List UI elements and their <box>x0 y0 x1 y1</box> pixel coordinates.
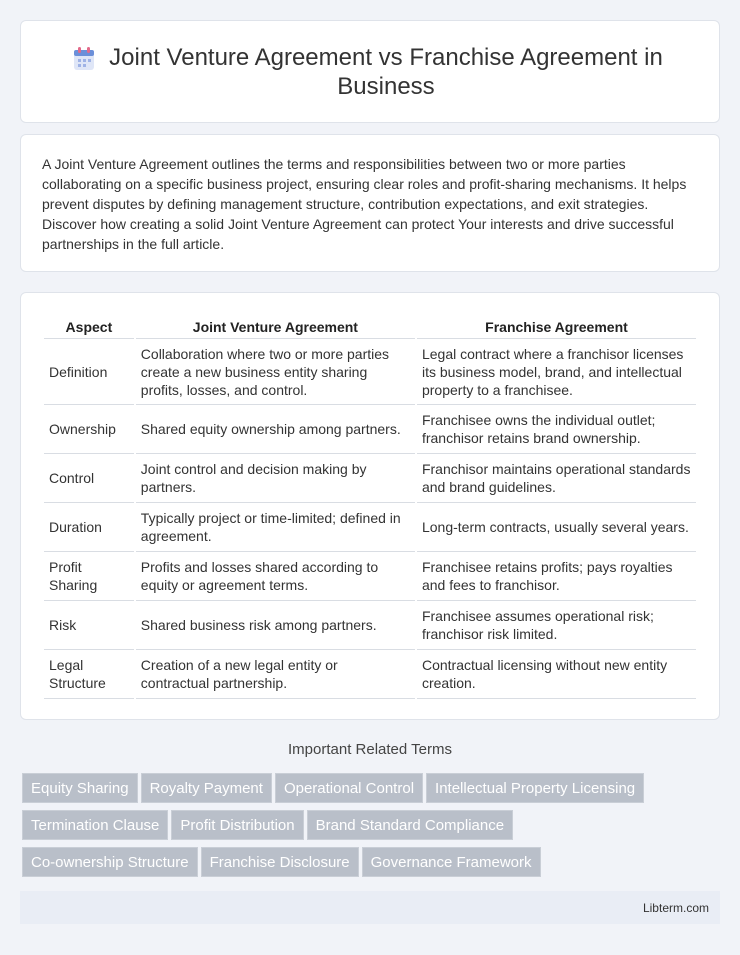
footer-site-link[interactable]: Libterm.com <box>642 901 709 915</box>
row-aspect: Control <box>44 454 134 503</box>
tag-equity-sharing[interactable]: Equity Sharing <box>22 773 138 803</box>
row-franchise: Franchisor maintains operational standards and brand guidelines. <box>417 454 696 503</box>
row-aspect: Definition <box>44 339 134 405</box>
tag-royalty-payment[interactable]: Royalty Payment <box>141 773 272 803</box>
related-terms-list <box>22 773 702 884</box>
row-joint-venture: Collaboration where two or more parties create a new business entity sharing profits, losses, and control. <box>136 339 415 405</box>
tag-termination-clause[interactable]: Termination Clause <box>22 810 168 840</box>
header-aspect: Aspect <box>44 313 134 339</box>
row-joint-venture: Profits and losses shared according to equity or agreement terms. <box>136 552 415 601</box>
header-franchise: Franchise Agreement <box>417 313 696 339</box>
row-aspect: Profit Sharing <box>44 552 134 601</box>
tag-profit-distribution[interactable]: Profit Distribution <box>171 810 303 840</box>
row-aspect: Risk <box>44 601 134 650</box>
tag-intellectual-property-licensing[interactable]: Intellectual Property Licensing <box>426 773 644 803</box>
table-row <box>44 650 696 699</box>
table-row <box>44 601 696 650</box>
row-joint-venture: Shared equity ownership among partners. <box>136 405 415 454</box>
intro-paragraph: A Joint Venture Agreement outlines the terms and responsibilities between two or more parties collaborating on a specific business project, ensuring clear roles and profit-sharing mechanisms. It helps prevent disputes by defining management structure, contribution expectations, and exit strategies. Discover how creating a solid Joint Venture Agreement can protect Your interests and drive successful partnerships in the full article. <box>42 156 687 252</box>
table-row <box>44 405 696 454</box>
table-row <box>44 454 696 503</box>
comparison-table <box>42 313 698 699</box>
table-header-row <box>44 313 696 339</box>
row-franchise: Franchisee retains profits; pays royalties and fees to franchisor. <box>417 552 696 601</box>
header-joint-venture: Joint Venture Agreement <box>136 313 415 339</box>
page-title: Joint Venture Agreement vs Franchise Agreement in Business <box>109 44 663 100</box>
tag-franchise-disclosure[interactable]: Franchise Disclosure <box>201 847 359 877</box>
row-joint-venture: Joint control and decision making by partners. <box>136 454 415 503</box>
row-franchise: Contractual licensing without new entity creation. <box>417 650 696 699</box>
footer <box>20 891 720 924</box>
row-joint-venture: Typically project or time-limited; defined in agreement. <box>136 503 415 552</box>
row-joint-venture: Shared business risk among partners. <box>136 601 415 650</box>
tag-row <box>22 810 702 847</box>
intro-card <box>20 134 720 272</box>
row-aspect: Ownership <box>44 405 134 454</box>
table-row <box>44 503 696 552</box>
tag-row <box>22 773 702 810</box>
row-franchise: Franchisee assumes operational risk; franchisor risk limited. <box>417 601 696 650</box>
tag-row <box>22 847 702 884</box>
row-franchise: Legal contract where a franchisor licenses its business model, brand, and intellectual property to a franchisee. <box>417 339 696 405</box>
tag-brand-standard-compliance[interactable]: Brand Standard Compliance <box>307 810 513 840</box>
calendar-icon <box>73 47 95 71</box>
title-wrap <box>21 43 721 101</box>
tag-operational-control[interactable]: Operational Control <box>275 773 423 803</box>
row-joint-venture: Creation of a new legal entity or contractual partnership. <box>136 650 415 699</box>
row-franchise: Long-term contracts, usually several years. <box>417 503 696 552</box>
row-franchise: Franchisee owns the individual outlet; franchisor retains brand ownership. <box>417 405 696 454</box>
table-row <box>44 552 696 601</box>
title-card <box>20 20 720 123</box>
table-row <box>44 339 696 405</box>
related-terms-heading: Important Related Terms <box>288 741 452 758</box>
tag-governance-framework[interactable]: Governance Framework <box>362 847 541 877</box>
row-aspect: Duration <box>44 503 134 552</box>
row-aspect: Legal Structure <box>44 650 134 699</box>
tag-co-ownership-structure[interactable]: Co-ownership Structure <box>22 847 198 877</box>
comparison-card <box>20 292 720 720</box>
